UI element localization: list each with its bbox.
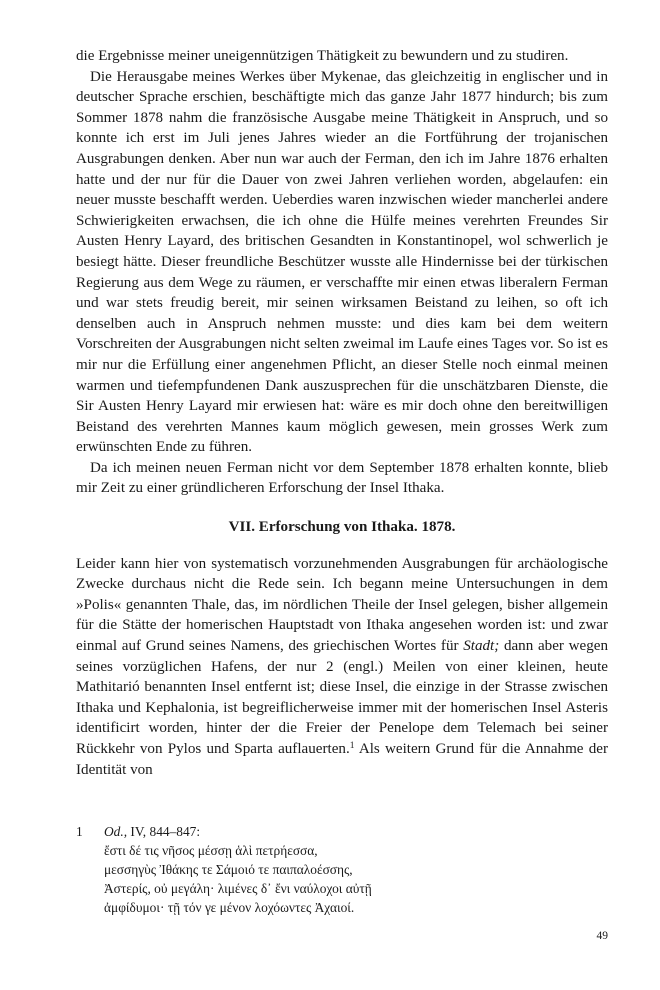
footnote-ref-rest: IV, 844–847: xyxy=(127,824,201,839)
footnote-verse: ἔστι δέ τις νῆσος μέσσῃ ἁλὶ πετρήεσσα, xyxy=(104,843,318,858)
paragraph-4-italic: Stadt; xyxy=(463,638,500,655)
page-body xyxy=(76,46,608,780)
footnote xyxy=(76,822,608,917)
paragraph-4-text-c: Als weitern Grund für die Annahme der Identität von xyxy=(76,741,608,778)
footnote-reference xyxy=(104,822,608,841)
footnote-marker[interactable]: 1 xyxy=(349,741,355,751)
paragraph-4 xyxy=(76,554,608,781)
footnote-number: 1 xyxy=(76,824,83,839)
footnote-verse: Ἀστερίς, οὐ μεγάλη· λιμένες δ᾽ ἔνι ναύλοχοι αὐτῇ xyxy=(104,881,372,896)
paragraph-2: Die Herausgabe meines Werkes über Mykenae, das gleichzeitig in englischer und in deutscher Sprache erschien, beschäftigte mich das ganze Jahr 1877 hindurch; bis zum Sommer 1878 nahm die französische Ausgabe meine Thätigkeit in Anspruch, und so konnte ich erst im Juli jenes Jahres wieder an die Fortführung der trojanischen Ausgrabungen denken. Aber nun war auch der Ferman, den ich im Jahre 1876 erhalten hatte und der nur für die Dauer von zwei Jahren verliehen worden, abgelaufen: ein neuer musste beschafft werden. Ueberdies waren inzwischen wieder mancherlei andere Schwierigkeiten erwachsen, die ich ohne die Hülfe meines verehrten Freundes Sir Austen Henry Layard, des britischen Gesandten in Konstantinopel, wol schwerlich je besiegt hätte. Dieser freundliche Beschützer wusste alle Hindernisse bei der türkischen Regierung aus dem Wege zu räumen, er verschaffte mir einen etwas liberalern Ferman und war stets freudig bereit, mir seinen wirksamen Beistand zu leihen, so oft ich denselben auch in Anspruch nehmen musste: und dies kam bei dem weitern Vorschreiten der Ausgrabungen nicht selten zweimal im Laufe eines Tages vor. So ist es mir nur die Erfüllung einer angenehmen Pflicht, an dieser Stelle noch einmal meinen warmen und tiefempfundenen Dank auszusprechen für die unschätzbaren Dienste, die Sir Austen Henry Layard mir erwiesen hat: wäre es mir doch ohne den bereitwilligen Beistand des verehrten Mannes kaum möglich gewesen, mein grosses Werk zum erwünschten Ende zu führen. xyxy=(76,68,608,456)
page-number: 49 xyxy=(596,930,608,942)
paragraph-3: Da ich meinen neuen Ferman nicht vor dem September 1878 erhalten konnte, blieb mir Zeit zu einer gründlicheren Erforschung der Insel Ithaka. xyxy=(76,459,608,497)
paragraph-4-text-a: Leider kann hier von systematisch vorzunehmenden Ausgrabungen für archäologische Zwecke durchaus nicht die Rede sein. Ich begann meine Untersuchungen in dem »Polis« genannten Thale, das, im nördlichen Theile der Insel gelegen, bisher allgemein für die Stätte der homerischen Hauptstadt von Ithaka angesehen worden ist: und zwar einmal auf Grund seines Namens, des griechischen Wortes für xyxy=(76,555,608,655)
footnote-ref-italic: Od., xyxy=(104,824,128,839)
section-heading: VII. Erforschung von Ithaka. 1878. xyxy=(228,519,456,536)
footnote-verse: ἀμφίδυμοι· τῇ τόν γε μένον λοχόωντες Ἀχαιοί. xyxy=(104,900,355,915)
paragraph-4-text-b: dann aber wegen seines vorzüglichen Hafens, der nur 2 (engl.) Meilen von einer kleinen, heute Mathitarió benannten Insel entfernt ist; diese Insel, die einzige in der Strasse zwischen Ithaka und Kephalonia, ist begreiflicherweise immer mit der homerischen Insel Asteris identificirt worden, hinter der die Freier der Penelope dem Telemach bei seiner Rückkehr von Pylos und Sparta auflauerten. xyxy=(76,638,608,757)
footnote-body xyxy=(104,822,608,917)
paragraph-1: die Ergebnisse meiner uneigennützigen Thätigkeit zu bewundern und zu studiren. xyxy=(76,48,569,64)
footnote-verse: μεσσηγὺς Ἰθάκης τε Σάμοιό τε παιπαλοέσσης, xyxy=(104,862,353,877)
